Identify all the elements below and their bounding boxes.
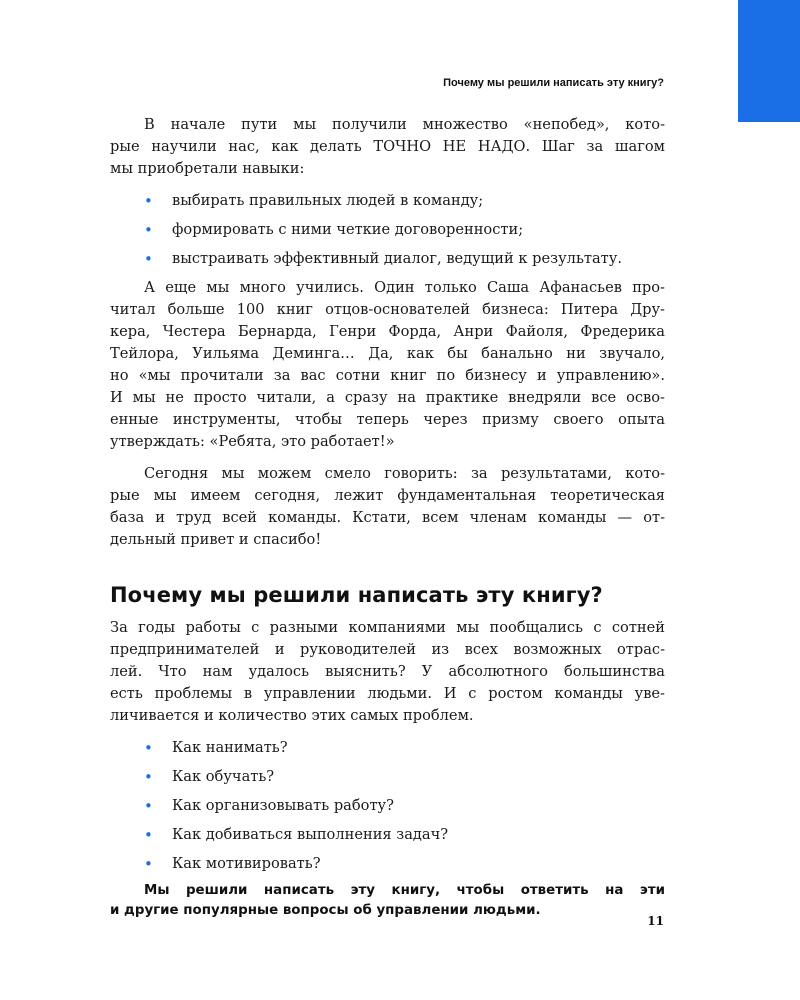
list-item xyxy=(110,853,665,875)
skills-list xyxy=(110,190,665,270)
text-line: А еще мы много учились. Один только Саша Афанасьев про- xyxy=(144,279,665,296)
text-line: и другие популярные вопросы об управлении людьми. xyxy=(110,903,541,918)
text-line: Сегодня мы можем смело говорить: за результатами, кото- xyxy=(144,465,665,482)
list-item-text: выбирать правильных людей в команду; xyxy=(172,192,484,209)
list-item xyxy=(110,219,665,241)
paragraph-intro xyxy=(110,114,665,180)
text-line: енные инструменты, чтобы теперь через призму своего опыта xyxy=(110,411,665,428)
list-item-text: Как обучать? xyxy=(172,768,275,785)
paragraph-today xyxy=(110,463,665,551)
list-item-text: Как нанимать? xyxy=(172,739,288,756)
bullet-icon: • xyxy=(144,192,153,210)
text-line: личивается и количество этих самых проблем. xyxy=(110,707,474,724)
text-line: предпринимателей и руководителей из всех возможных отрас- xyxy=(110,641,665,658)
list-item-text: Как организовывать работу? xyxy=(172,797,394,814)
text-line: утверждать: «Ребята, это работает!» xyxy=(110,433,395,450)
text-line: дельный привет и спасибо! xyxy=(110,531,322,548)
list-item xyxy=(110,248,665,270)
chapter-tab-marker xyxy=(738,0,800,122)
running-head: Почему мы решили написать эту книгу? xyxy=(443,77,664,89)
text-line: читал больше 100 книг отцов-основателей бизнеса: Питера Дру- xyxy=(110,301,665,318)
text-line: база и труд всей команды. Кстати, всем членам команды — от- xyxy=(110,509,665,526)
text-line: рые научили нас, как делать ТОЧНО НЕ НАДО. Шаг за шагом xyxy=(110,138,665,155)
paragraph-problems xyxy=(110,617,665,727)
text-line: рые мы имеем сегодня, лежит фундаментальная теоретическая xyxy=(110,487,665,504)
text-line: но «мы прочитали за вас сотни книг по бизнесу и управлению». xyxy=(110,367,665,384)
section-heading: Почему мы решили написать эту книгу? xyxy=(110,583,603,607)
text-line: За годы работы с разными компаниями мы пообщались с сотней xyxy=(110,619,665,636)
text-line: кера, Честера Бернарда, Генри Форда, Анри Файоля, Фредерика xyxy=(110,323,665,340)
list-item-text: формировать с ними четкие договоренности; xyxy=(172,221,524,238)
list-item xyxy=(110,795,665,817)
page-number: 11 xyxy=(647,914,664,928)
text-line: В начале пути мы получили множество «непобед», кото- xyxy=(144,116,665,133)
list-item-text: Как добиваться выполнения задач? xyxy=(172,826,449,843)
list-item xyxy=(110,824,665,846)
text-line: Мы решили написать эту книгу, чтобы ответить на эти xyxy=(144,883,665,898)
questions-list xyxy=(110,737,665,875)
text-line: есть проблемы в управлении людьми. И с ростом команды уве- xyxy=(110,685,665,702)
bullet-icon: • xyxy=(144,826,153,844)
list-item-text: выстраивать эффективный диалог, ведущий к результату. xyxy=(172,250,622,267)
text-line: Тейлора, Уильяма Деминга… Да, как бы банально ни звучало, xyxy=(110,345,665,362)
text-line: мы приобретали навыки: xyxy=(110,160,305,177)
text-line: И мы не просто читали, а сразу на практике внедряли все осво- xyxy=(110,389,665,406)
list-item xyxy=(110,737,665,759)
bullet-icon: • xyxy=(144,739,153,757)
bullet-icon: • xyxy=(144,855,153,873)
list-item xyxy=(110,766,665,788)
paragraph-learning xyxy=(110,277,665,453)
page-content xyxy=(110,114,665,921)
closing-statement xyxy=(110,881,665,921)
text-line: лей. Что нам удалось выяснить? У абсолютного большинства xyxy=(110,663,665,680)
bullet-icon: • xyxy=(144,797,153,815)
bullet-icon: • xyxy=(144,768,153,786)
list-item xyxy=(110,190,665,212)
bullet-icon: • xyxy=(144,221,153,239)
list-item-text: Как мотивировать? xyxy=(172,855,321,872)
bullet-icon: • xyxy=(144,250,153,268)
